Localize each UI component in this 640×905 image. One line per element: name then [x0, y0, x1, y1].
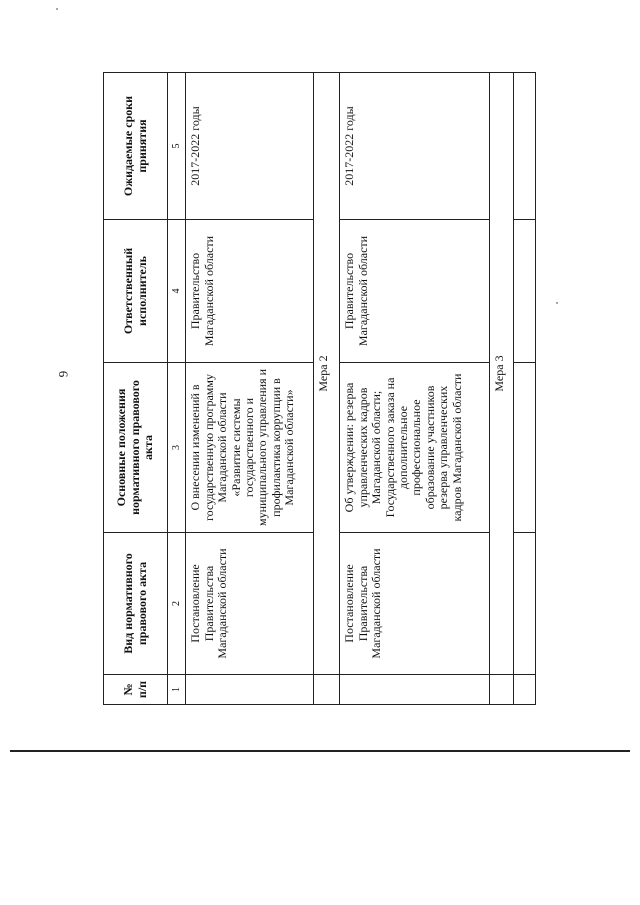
row-number-cell — [186, 675, 314, 705]
executor-cell: Правительство Магаданской области — [186, 220, 314, 363]
measure-label: Мера 3 — [490, 73, 514, 675]
table-row — [186, 73, 314, 705]
empty-cell — [514, 533, 536, 675]
measures-table — [103, 72, 536, 705]
column-number: 2 — [168, 533, 186, 675]
table-header-row — [104, 73, 168, 705]
measure-label: Мера 2 — [314, 73, 340, 675]
header-executor: Ответственный исполнитель — [104, 220, 168, 363]
header-deadline: Ожидаемые сроки принятия — [104, 73, 168, 220]
rotated-table-container — [103, 73, 529, 705]
page-divider-line — [10, 750, 630, 752]
measure-row — [314, 73, 340, 705]
scan-speck — [556, 302, 558, 304]
header-provisions: Основные положения нормативного правового акта — [104, 363, 168, 533]
provisions-cell: Об утверждении: резерва управленческих кадров Магаданской области; Государственного заказа на дополнительное профессиональное образование участников резерва управленческих кадров Магаданской области — [340, 363, 490, 533]
column-number: 4 — [168, 220, 186, 363]
column-number: 3 — [168, 363, 186, 533]
act-type-cell: Постановление Правительства Магаданской области — [340, 533, 490, 675]
deadline-cell: 2017-2022 годы — [340, 73, 490, 220]
header-act-type: Вид нормативного правового акта — [104, 533, 168, 675]
empty-cell — [514, 220, 536, 363]
measure-number-cell — [490, 675, 514, 705]
act-type-cell: Постановление Правительства Магаданской области — [186, 533, 314, 675]
measure-row — [490, 73, 514, 705]
provisions-cell: О внесении изменений в государственную программу Магаданской области «Развитие системы государственного и муниципального управления и профилактика коррупции в Магаданской области» — [186, 363, 314, 533]
column-number: 5 — [168, 73, 186, 220]
deadline-cell: 2017-2022 годы — [186, 73, 314, 220]
empty-cell — [514, 675, 536, 705]
empty-cell — [514, 363, 536, 533]
header-number: № п/п — [104, 675, 168, 705]
row-number-cell — [340, 675, 490, 705]
executor-cell: Правительство Магаданской области — [340, 220, 490, 363]
measure-number-cell — [314, 675, 340, 705]
column-number: 1 — [168, 675, 186, 705]
page-number: 6 — [56, 370, 71, 378]
column-number-row — [168, 73, 186, 705]
table-row — [514, 73, 536, 705]
scan-speck — [56, 8, 58, 10]
table-row — [340, 73, 490, 705]
empty-cell — [514, 73, 536, 220]
